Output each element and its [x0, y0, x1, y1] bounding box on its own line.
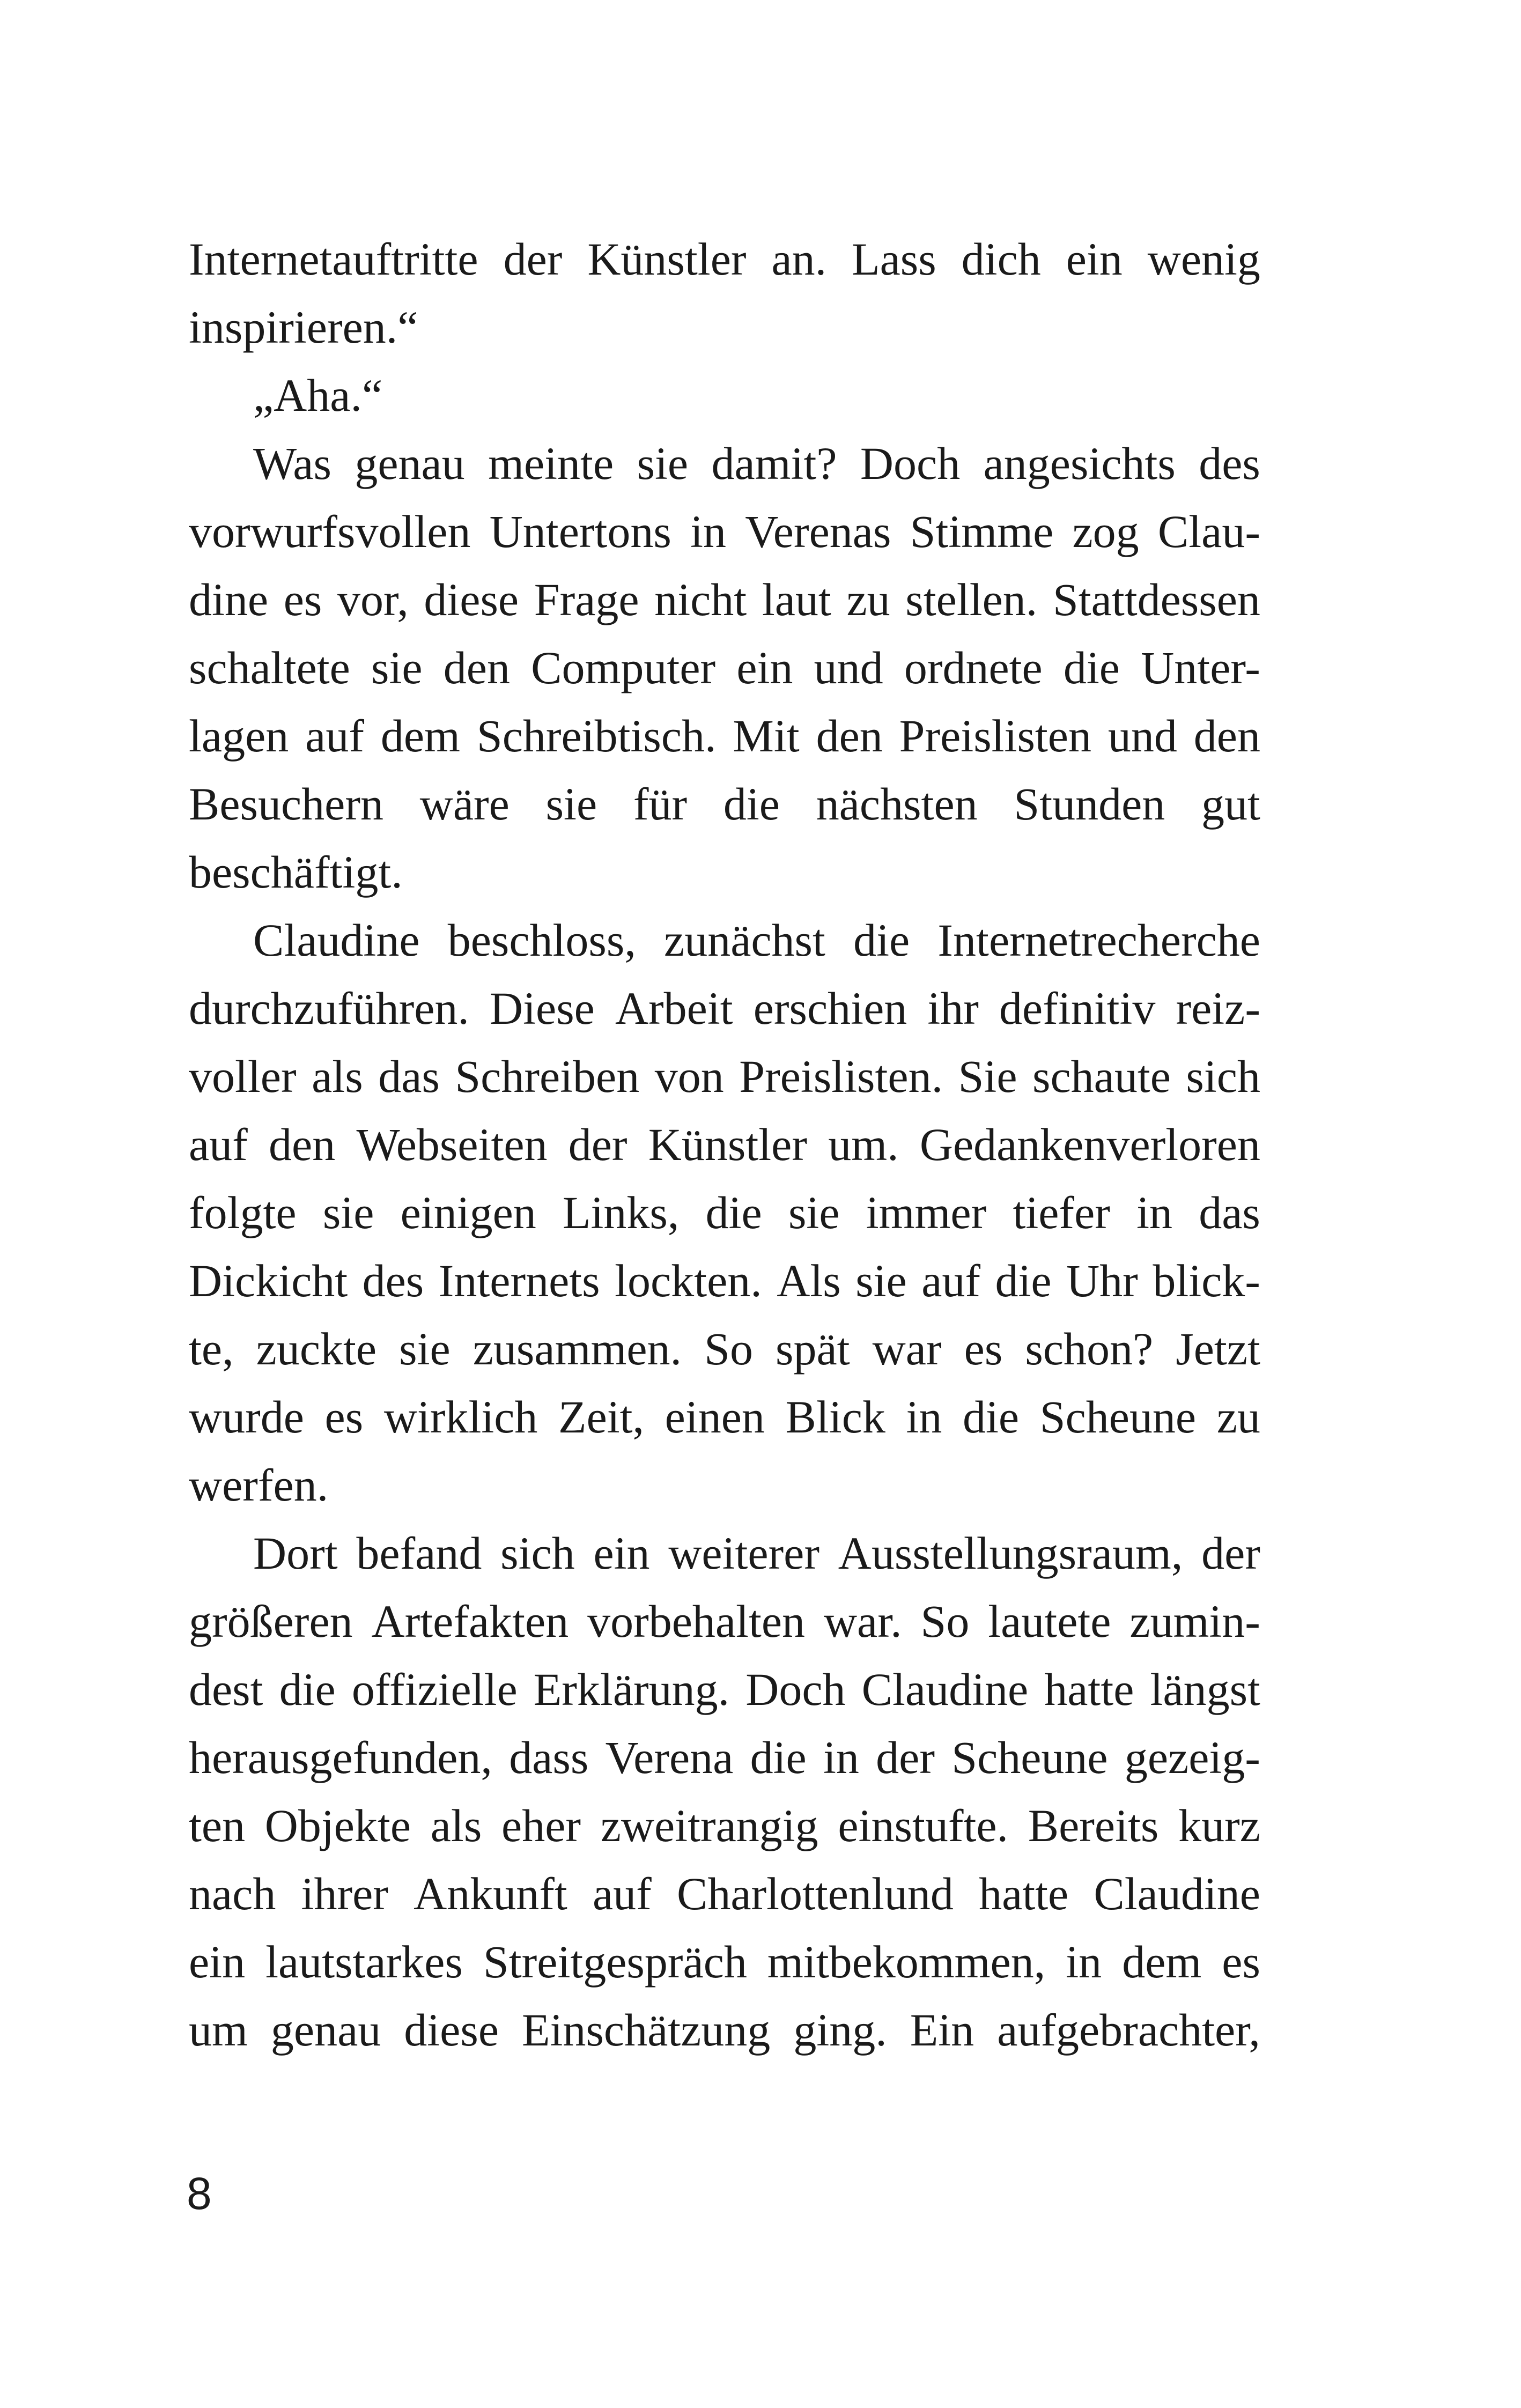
word: Preislisten.	[739, 1051, 943, 1102]
text-line	[189, 1179, 1260, 1247]
word: Claudine	[861, 1664, 1029, 1715]
word: Verenas	[745, 506, 891, 557]
word: Clau-	[1157, 506, 1260, 557]
word: stellen.	[905, 574, 1038, 625]
word: lautstarkes	[265, 1936, 463, 1988]
word: Schreibtisch.	[476, 710, 717, 762]
word: hatte	[979, 1868, 1069, 1919]
word: Stimme	[910, 506, 1054, 557]
word: Besuchern	[189, 778, 383, 830]
word: diese	[404, 2004, 499, 2056]
word: Sie	[958, 1051, 1017, 1102]
word: dich	[961, 233, 1041, 285]
word: auf	[592, 1868, 652, 1919]
word: Diese	[490, 983, 595, 1034]
word: Mit	[733, 710, 800, 762]
word: sie	[545, 778, 597, 830]
word: zweitrangig	[600, 1800, 818, 1851]
word: die	[853, 914, 910, 966]
word: Scheune	[951, 1732, 1108, 1783]
text-line	[189, 1111, 1260, 1179]
word: Stunden	[1014, 778, 1165, 830]
word: an.	[771, 233, 827, 285]
word: ein	[736, 642, 793, 693]
word: schaltete	[189, 642, 350, 693]
word: ordnete	[904, 642, 1043, 693]
word: es	[964, 1323, 1003, 1375]
word: Internetauftritte	[189, 233, 478, 285]
text-line: werfen.	[189, 1459, 329, 1511]
word: es	[283, 574, 322, 625]
word: der	[503, 233, 563, 285]
word: Ankunft	[414, 1868, 567, 1919]
word: größeren	[189, 1596, 353, 1647]
word: ein	[593, 1527, 650, 1579]
word: ihrer	[301, 1868, 388, 1919]
word: als	[312, 1051, 363, 1102]
word: Scheune	[1039, 1391, 1197, 1443]
word: weiterer	[668, 1527, 819, 1579]
word: vorbehalten	[587, 1596, 806, 1647]
word: zu	[846, 574, 890, 625]
word: angesichts	[983, 438, 1176, 489]
word: Objekte	[264, 1800, 411, 1851]
word: war.	[823, 1596, 902, 1647]
word: Gedankenverloren	[919, 1119, 1260, 1170]
word: den	[443, 642, 510, 693]
word: der	[1201, 1527, 1260, 1579]
word: auf	[189, 1119, 248, 1170]
word: spät	[776, 1323, 850, 1375]
word: Einschätzung	[522, 2004, 771, 2056]
word: für	[633, 778, 688, 830]
text-line	[189, 1860, 1260, 1928]
word: ging.	[793, 2004, 887, 2056]
word: Computer	[531, 642, 716, 693]
word: dine	[189, 574, 269, 625]
word: Claudine	[1094, 1868, 1260, 1919]
word: Bereits	[1028, 1800, 1159, 1851]
word: sie	[371, 642, 423, 693]
word: als	[430, 1800, 482, 1851]
text-line: beschäftigt.	[189, 846, 403, 898]
word: hatte	[1044, 1664, 1134, 1715]
text-line	[189, 1383, 1260, 1451]
word: Blick	[785, 1391, 885, 1443]
word: die	[723, 778, 780, 830]
text-line	[189, 1043, 1260, 1111]
text-line	[189, 1792, 1260, 1860]
word: befand	[356, 1527, 482, 1579]
text-line	[189, 225, 1260, 293]
word: te,	[189, 1323, 234, 1375]
word: die	[279, 1664, 336, 1715]
text-line: inspirieren.“	[189, 301, 418, 353]
word: wenig	[1147, 233, 1260, 285]
word: einen	[664, 1391, 765, 1443]
word: einstufte.	[838, 1800, 1009, 1851]
word: blick-	[1153, 1255, 1260, 1306]
word: wirklich	[383, 1391, 538, 1443]
word: zunächst	[664, 914, 825, 966]
word: sie	[399, 1323, 451, 1375]
text-line	[189, 1724, 1260, 1792]
word: voller	[189, 1051, 297, 1102]
body-text	[189, 225, 1260, 2064]
word: längst	[1150, 1664, 1260, 1715]
word: zog	[1072, 506, 1139, 557]
word: den	[269, 1119, 336, 1170]
word: vor,	[337, 574, 409, 625]
word: es	[324, 1391, 364, 1443]
word: lautete	[988, 1596, 1111, 1647]
word: sie	[855, 1255, 907, 1306]
word: in	[906, 1391, 942, 1443]
text-line	[189, 770, 1260, 838]
word: Claudine	[253, 914, 420, 966]
word: erschien	[753, 983, 907, 1034]
word: auf	[305, 710, 364, 762]
word: Schreiben	[455, 1051, 640, 1102]
word: und	[1107, 710, 1177, 762]
word: auf	[921, 1255, 981, 1306]
word: herausgefunden,	[189, 1732, 492, 1783]
word: es	[1222, 1936, 1260, 1988]
word: reiz-	[1176, 983, 1260, 1034]
word: Preislisten	[899, 710, 1091, 762]
text-line	[189, 1247, 1260, 1315]
word: Verena	[605, 1732, 734, 1783]
word: die	[705, 1187, 762, 1238]
word: um.	[828, 1119, 899, 1170]
word: Ein	[910, 2004, 974, 2056]
word: sich	[1186, 1051, 1260, 1102]
word: beschloss,	[447, 914, 636, 966]
word: in	[690, 506, 726, 557]
word: der	[568, 1119, 627, 1170]
word: damit?	[711, 438, 837, 489]
word: dest	[189, 1664, 263, 1715]
word: Jetzt	[1176, 1323, 1260, 1375]
word: Doch	[860, 438, 961, 489]
word: von	[654, 1051, 724, 1102]
word: Streitgespräch	[483, 1936, 747, 1988]
word: genau	[270, 2004, 381, 2056]
word: vorwurfsvollen	[189, 506, 471, 557]
word: dem	[1122, 1936, 1202, 1988]
text-line	[189, 1587, 1260, 1656]
word: nicht	[654, 574, 747, 625]
word: schon?	[1025, 1323, 1154, 1375]
word: das	[378, 1051, 440, 1102]
word: das	[1199, 1187, 1260, 1238]
word: Internetrecherche	[937, 914, 1260, 966]
word: Internets	[438, 1255, 600, 1306]
word: den	[1193, 710, 1260, 762]
word: dass	[509, 1732, 589, 1783]
word: lockten.	[615, 1255, 762, 1306]
word: in	[1066, 1936, 1102, 1988]
word: Als	[777, 1255, 841, 1306]
text-line	[189, 430, 1260, 498]
text-line	[189, 566, 1260, 634]
word: folgte	[189, 1187, 297, 1238]
word: sie	[322, 1187, 374, 1238]
word: immer	[866, 1187, 987, 1238]
text-line	[189, 1519, 1260, 1587]
word: sich	[500, 1527, 575, 1579]
word: Was	[253, 438, 331, 489]
word: Erklärung.	[533, 1664, 730, 1715]
word: wurde	[189, 1391, 304, 1443]
word: die	[963, 1391, 1020, 1443]
word: diese	[424, 574, 519, 625]
word: Unter-	[1141, 642, 1260, 693]
word: Uhr	[1066, 1255, 1138, 1306]
word: sie	[788, 1187, 840, 1238]
text-line	[189, 906, 1260, 974]
word: nach	[189, 1868, 276, 1919]
word: wäre	[419, 778, 510, 830]
word: Charlottenlund	[676, 1868, 954, 1919]
word: Zeit,	[558, 1391, 645, 1443]
word: mitbekommen,	[767, 1936, 1046, 1988]
text-line	[189, 634, 1260, 702]
word: Arbeit	[615, 983, 733, 1034]
word: Artefakten	[371, 1596, 569, 1647]
text-line	[189, 1928, 1260, 1996]
word: durchzuführen.	[189, 983, 469, 1034]
word: Dort	[253, 1527, 338, 1579]
word: um	[189, 2004, 248, 2056]
word: Lass	[852, 233, 936, 285]
word: in	[823, 1732, 859, 1783]
word: lagen	[189, 710, 289, 762]
word: aufgebrachter,	[997, 2004, 1260, 2056]
word: Frage	[534, 574, 639, 625]
word: nächsten	[816, 778, 978, 830]
text-line	[189, 974, 1260, 1043]
word: schaute	[1032, 1051, 1171, 1102]
word: des	[1199, 438, 1260, 489]
word: Künstler	[587, 233, 747, 285]
word: der	[876, 1732, 935, 1783]
word: meinte	[488, 438, 614, 489]
word: den	[816, 710, 883, 762]
word: sie	[637, 438, 689, 489]
word: die	[1063, 642, 1120, 693]
word: eher	[501, 1800, 581, 1851]
word: laut	[762, 574, 831, 625]
word: und	[814, 642, 883, 693]
text-line	[189, 702, 1260, 770]
word: offizielle	[351, 1664, 518, 1715]
word: die	[995, 1255, 1052, 1306]
word: ten	[189, 1800, 246, 1851]
word: definitiv	[999, 983, 1156, 1034]
text-line	[189, 1656, 1260, 1724]
word: zu	[1216, 1391, 1260, 1443]
word: So	[704, 1323, 753, 1375]
word: die	[750, 1732, 807, 1783]
word: des	[362, 1255, 424, 1306]
word: ein	[189, 1936, 246, 1988]
word: Doch	[745, 1664, 846, 1715]
word: So	[920, 1596, 970, 1647]
word: ihr	[927, 983, 979, 1034]
word: zumin-	[1129, 1596, 1260, 1647]
word: ein	[1066, 233, 1123, 285]
word: Untertons	[489, 506, 671, 557]
word: einigen	[400, 1187, 536, 1238]
word: in	[1136, 1187, 1173, 1238]
word: Webseiten	[356, 1119, 548, 1170]
word: Dickicht	[189, 1255, 348, 1306]
page-number: 8	[187, 2168, 212, 2219]
word: gut	[1201, 778, 1260, 830]
word: war	[872, 1323, 942, 1375]
text-line	[189, 1315, 1260, 1383]
text-line	[189, 498, 1260, 566]
word: tiefer	[1013, 1187, 1110, 1238]
word: Stattdessen	[1052, 574, 1260, 625]
word: Links,	[563, 1187, 680, 1238]
word: dem	[380, 710, 460, 762]
word: Künstler	[648, 1119, 807, 1170]
text-line: „Aha.“	[253, 370, 383, 421]
word: genau	[355, 438, 465, 489]
word: Ausstellungsraum,	[838, 1527, 1183, 1579]
text-line	[189, 1996, 1260, 2064]
word: zuckte	[256, 1323, 377, 1375]
word: gezeig-	[1124, 1732, 1260, 1783]
word: zusammen.	[472, 1323, 682, 1375]
word: kurz	[1178, 1800, 1260, 1851]
